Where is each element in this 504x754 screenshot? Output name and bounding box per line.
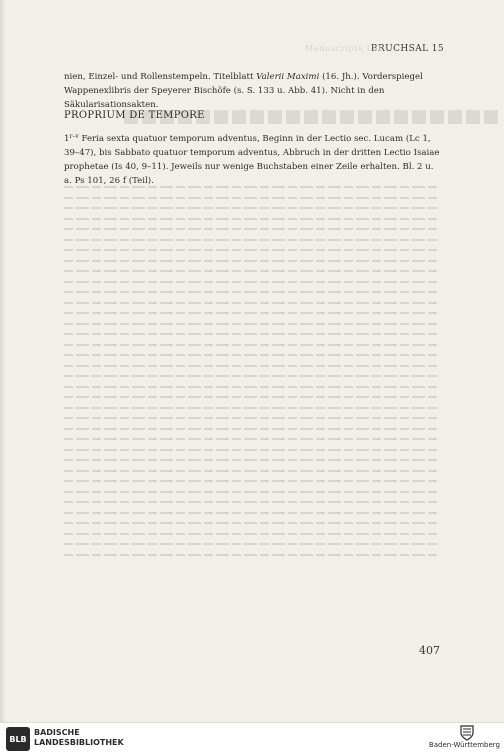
content-entry (64, 130, 440, 188)
page-number: 407 (419, 644, 440, 657)
intro-italic-title: Valerii Maximi (256, 72, 320, 82)
section-heading: PROPRIUM DE TEMPORE (64, 110, 205, 121)
running-head (304, 44, 444, 54)
folio-superscript: r–v (69, 133, 79, 140)
blb-logo-icon (6, 727, 30, 751)
library-footer (0, 722, 504, 754)
folio-number: 1 (64, 134, 70, 144)
intro-text-part1: nien, Einzel- und Rollenstempeln. Titelblatt (64, 72, 257, 82)
blb-logo-text: BLB (9, 734, 27, 744)
bleed-through-running-head: Manuscripta Lat (304, 44, 382, 54)
library-name-line2: LANDESBIBLIOTHEK (34, 738, 124, 747)
entry-text: Feria sexta quatuor temporum adventus, Beginn in der Lectio sec. Lucam (Lc 1, 39–47), bis Sabbato quatuor temporum adventus, Abbruch in der dritten Lectio Isaiae prophetae (Is 40, 9–11). Jeweils nur wenige Buchstaben einer Zeile erhalten. Bl. 2 u. a. Ps 101, 26 f (Teil). (64, 134, 440, 186)
page-spine-shadow (0, 0, 6, 722)
running-head-title: BRUCHSAL 15 (370, 44, 444, 54)
library-name-line1: BADISCHE (34, 728, 80, 737)
library-name (34, 728, 124, 748)
coat-of-arms-icon (460, 725, 474, 741)
intro-text-part2: (16. Jh.). Vorderspiegel Wappenexlibris der Speyerer Bischöfe (s. S. 133 u. Abb. 41). Nicht in den Säkularisationsakten. (64, 72, 423, 110)
bleed-through-text-area (64, 186, 440, 566)
intro-paragraph (64, 70, 440, 112)
state-name: Baden-Württemberg (428, 741, 500, 749)
